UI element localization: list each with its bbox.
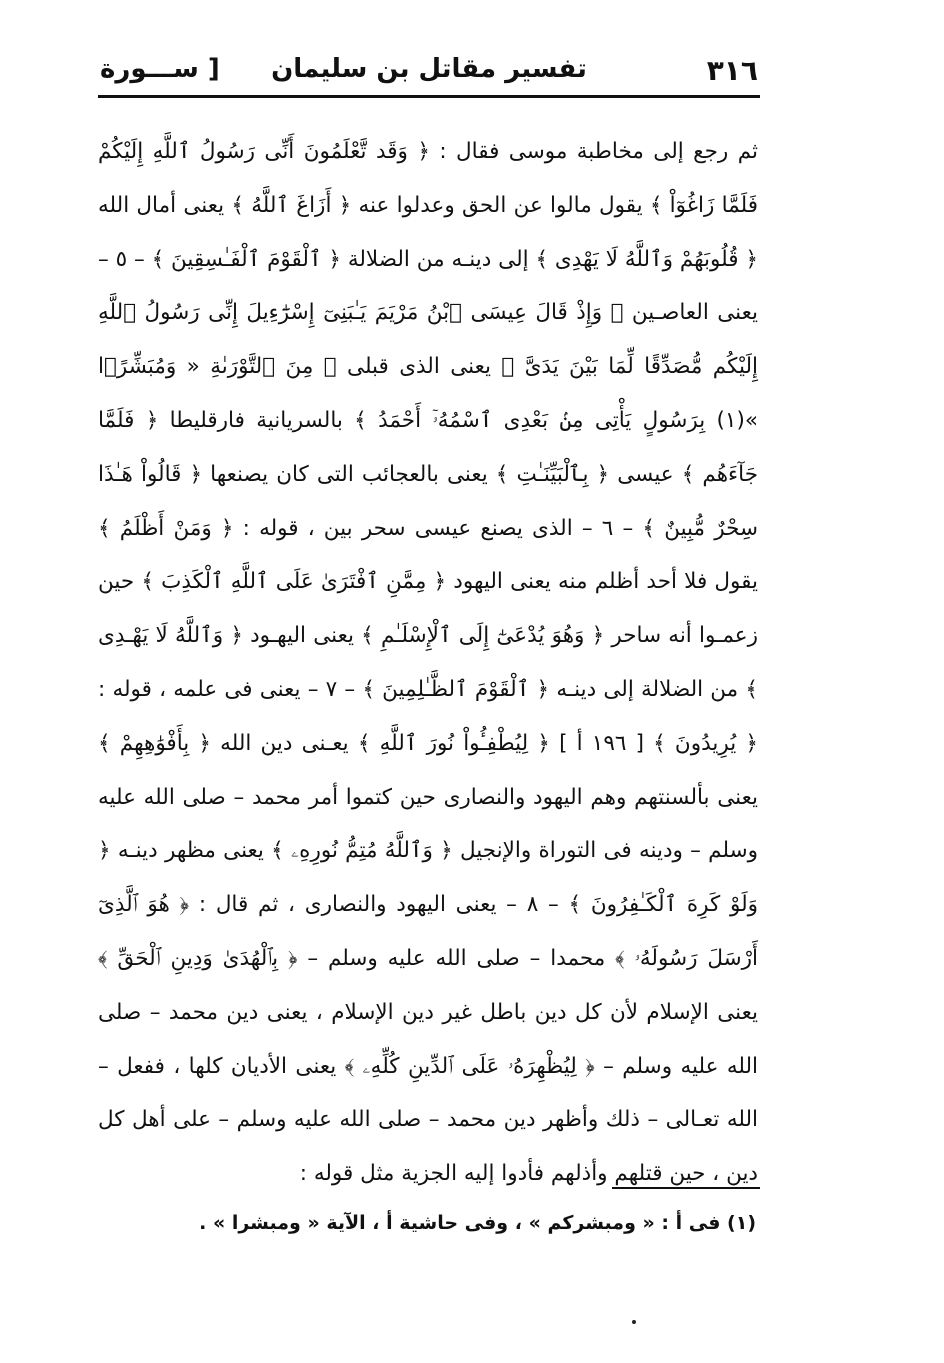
running-title: تفسير مقاتل بن سليمان: [271, 54, 587, 84]
paragraph: ثم رجع إلى مخاطبة موسى فقال : ﴿ وَقَد تَّعْلَمُونَ أَنِّى رَسُولُ ٱللَّهِ إِلَيْكُمْ فَلَمَّا زَاغُوٓاْ ﴾ يقول مالوا عن الحق وعدلوا عنه ﴿ أَزَاغَ ٱللَّهُ ﴾ يعنى أمال الله ﴿ قُلُوبَهُمْ وَٱللَّهُ لَا يَهْدِى ﴾ إلى دينـه من الضلالة ﴿ ٱلْقَوْمَ ٱلْفَـٰسِقِينَ ﴾ – ٥ – يعنى العاصـين ﴿ وَإِذْ قَالَ عِيسَى ٱبْنُ مَرْيَمَ يَـٰبَنِىٓ إِسْرَٰٓءِيلَ إِنِّى رَسُولُ ٱللَّهِ إِلَيْكُم مُّصَدِّقًا لِّمَا بَيْنَ يَدَىَّ ﴾ يعنى الذى قبلى ﴿ مِنَ ٱلتَّوْرَىٰةِ « وَمُبَشِّرًۢا »(١) بِرَسُولٍ يَأْتِى مِنۢ بَعْدِى ٱسْمُهُۥٓ أَحْمَدُ ﴾ بالسريانية فارقليطا ﴿ فَلَمَّا جَآءَهُم ﴾ عيسى ﴿ بِٱلْبَيِّنَـٰتِ ﴾ يعنى بالعجائب التى كان يصنعها ﴿ قَالُواْ هَـٰذَا سِحْرٌ مُّبِينٌ ﴾ – ٦ – الذى يصنع عيسى سحر بين ، قوله : ﴿ وَمَنْ أَظْلَمُ ﴾ يقول فلا أحد أظلم منه يعنى اليهود ﴿ مِمَّنِ ٱفْتَرَىٰ عَلَى ٱللَّهِ ٱلْكَذِبَ ﴾ حين زعمـوا أنه ساحر ﴿ وَهُوَ يُدْعَىٰٓ إِلَى ٱلْإِسْلَـٰمِ ﴾ يعنى اليهـود ﴿ وَٱللَّهُ لَا يَهْـدِى ﴾ من الضلالة إلى دينـه ﴿ ٱلْقَوْمَ ٱلظَّـٰلِمِينَ ﴾ – ٧ – يعنى فى علمه ، قوله : ﴿ يُرِيدُونَ ﴾ [ ١٩٦ أ ] ﴿ لِيُطْفِـُٔواْ نُورَ ٱللَّهِ ﴾ يعـنى دين الله ﴿ بِأَفْوَٰهِهِمْ ﴾ يعنى بألسنتهم وهم اليهود والنصارى حين كتموا أمر محمد – صلى الله عليه وسلم – ودينه فى التوراة والإنجيل ﴿ وَٱللَّهُ مُتِمُّ نُورِهِۦ ﴾ يعنى مظهر دينـه ﴿ وَلَوْ كَرِهَ ٱلْكَـٰفِرُونَ ﴾ – ٨ – يعنى اليهود والنصارى ، ثم قال : ﴿ هُوَ ٱلَّذِىٓ أَرْسَلَ رَسُولَهُۥ ﴾ محمدا – صلى الله عليه وسلم – ﴿ بِٱلْهُدَىٰ وَدِينِ ٱلْحَقِّ ﴾ يعنى الإسلام لأن كل دين باطل غير دين الإسلام ، يعنى دين محمد – صلى الله عليه وسلم – ﴿ لِيُظْهِرَهُۥ عَلَى ٱلدِّينِ كُلِّهِۦ ﴾ يعنى الأديان كلها ، ففعل – الله تعـالى – ذلك وأظهر دين محمد – صلى الله عليه وسلم – على أهل كل دين ، حين قتلهم وأذلهم فأدوا إليه الجزية مثل قوله :: [98, 139, 758, 1187]
page-number: ٣١٦: [706, 54, 758, 87]
surah-label: [ ســـورة: [100, 54, 220, 84]
page-header: [100, 48, 758, 98]
main-text: [98, 125, 758, 1201]
speck: [632, 1320, 636, 1324]
header-rule: [98, 95, 760, 98]
footnote-divider: [612, 1187, 760, 1189]
footnote: (١) فى أ : « ومبشركم » ، وفى حاشية أ ، الآية « ومبشرا » .: [199, 1212, 756, 1234]
